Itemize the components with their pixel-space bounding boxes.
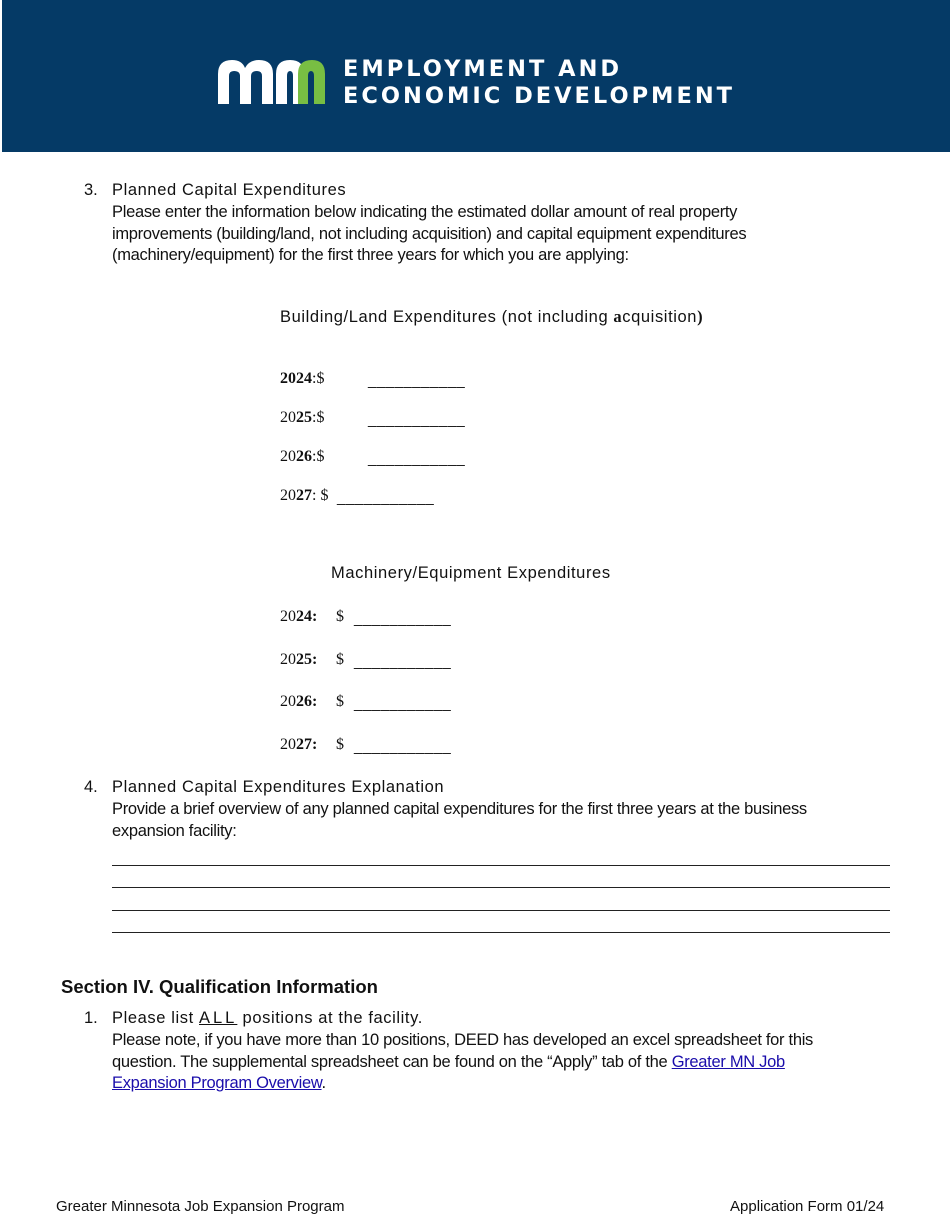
- year-colon: :: [312, 736, 318, 753]
- machinery-row-2027: [280, 736, 317, 754]
- year-colon: :: [312, 608, 318, 625]
- footer-program-name: Greater Minnesota Job Expansion Program: [56, 1198, 345, 1215]
- year-label: 25: [296, 409, 312, 426]
- building-row-2027: [280, 487, 328, 505]
- note-line: [112, 1073, 813, 1095]
- q4-desc-line: Provide a brief overview of any planned capital expenditures for the first three years at the business: [112, 800, 807, 818]
- dollar-sign: $: [336, 608, 344, 625]
- s4-q1-number: 1.: [84, 1009, 98, 1027]
- header-banner: [2, 0, 950, 152]
- year-colon: :: [312, 651, 318, 668]
- all-emphasis: ALL: [199, 1009, 238, 1027]
- q3-desc-line: Please enter the information below indicating the estimated dollar amount of real property: [112, 203, 738, 221]
- building-2027-field[interactable]: ___________: [337, 489, 435, 506]
- building-2024-field[interactable]: ___________: [368, 372, 466, 389]
- dollar-sign: $: [336, 693, 344, 710]
- program-overview-link[interactable]: Expansion Program Overview: [112, 1074, 322, 1092]
- building-row-2024: [280, 370, 324, 388]
- mn-logo-icon: [218, 58, 326, 106]
- agency-name: [343, 56, 735, 110]
- year-label: 25: [296, 651, 312, 668]
- q4-desc-line: expansion facility:: [112, 821, 237, 840]
- year-label: 27: [296, 736, 312, 753]
- building-heading-text: cquisition: [622, 308, 698, 326]
- building-heading-bold-a: a: [613, 307, 623, 326]
- answer-line[interactable]: [112, 866, 890, 889]
- note-text: question. The supplemental spreadsheet can be found on the “Apply” tab of the: [112, 1052, 672, 1071]
- year-label: 20: [280, 487, 296, 504]
- q3-title: Planned Capital Expenditures: [112, 181, 347, 199]
- year-label: 26: [296, 693, 312, 710]
- machinery-expenditures-heading: Machinery/Equipment Expenditures: [331, 564, 611, 582]
- year-label: 2024: [280, 370, 312, 387]
- answer-line[interactable]: [112, 843, 890, 866]
- year-label: 26: [296, 448, 312, 465]
- answer-line[interactable]: [112, 888, 890, 911]
- machinery-2025-field[interactable]: ___________: [354, 653, 452, 670]
- machinery-row-2024: [280, 608, 317, 626]
- dollar-sign: : $: [312, 487, 329, 504]
- machinery-row-2026: [280, 693, 317, 711]
- q3-desc-line: improvements (building/land, not including acquisition) and capital equipment expenditures: [112, 224, 747, 243]
- q4-title: Planned Capital Expenditures Explanation: [112, 778, 445, 796]
- q4-answer-area[interactable]: [112, 843, 890, 933]
- building-row-2026: [280, 448, 324, 466]
- q3-number: 3.: [84, 181, 98, 199]
- building-heading-text: Building/Land Expenditures (not including: [280, 308, 614, 326]
- building-2025-field[interactable]: ___________: [368, 411, 466, 428]
- dollar-sign: :$: [312, 448, 325, 465]
- year-label: 20: [280, 608, 296, 625]
- year-label: 20: [280, 409, 296, 426]
- answer-line[interactable]: [112, 911, 890, 934]
- machinery-2024-field[interactable]: ___________: [354, 610, 452, 627]
- year-label: 27: [296, 487, 312, 504]
- dollar-sign: :$: [312, 370, 325, 387]
- dollar-sign: :$: [312, 409, 325, 426]
- dollar-sign: $: [336, 736, 344, 753]
- machinery-row-2025: [280, 651, 317, 669]
- building-heading-paren: ): [697, 307, 704, 326]
- year-colon: :: [312, 693, 318, 710]
- q4-number: 4.: [84, 778, 98, 796]
- footer-form-version: Application Form 01/24: [730, 1198, 885, 1215]
- note-line: [112, 1052, 813, 1074]
- dollar-sign: $: [336, 651, 344, 668]
- program-overview-link[interactable]: Greater MN Job: [671, 1052, 785, 1071]
- note-line: Please note, if you have more than 10 positions, DEED has developed an excel spreadsheet for this: [112, 1031, 814, 1049]
- s4-q1-note: [112, 1030, 813, 1095]
- note-text: .: [321, 1074, 326, 1092]
- s4-q1-suffix: positions at the facility.: [237, 1009, 423, 1027]
- agency-name-line1: EMPLOYMENT AND: [343, 56, 623, 82]
- q3-description: [112, 202, 746, 267]
- building-expenditures-heading: [280, 307, 703, 327]
- s4-q1-title: [112, 1009, 423, 1028]
- building-2026-field[interactable]: ___________: [368, 450, 466, 467]
- s4-q1-prefix: Please list: [112, 1009, 199, 1027]
- year-label: 20: [280, 736, 296, 753]
- year-label: 20: [280, 693, 296, 710]
- machinery-2027-field[interactable]: ___________: [354, 738, 452, 755]
- year-label: 24: [296, 608, 312, 625]
- q4-description: [112, 799, 807, 842]
- agency-name-line2: ECONOMIC DEVELOPMENT: [343, 83, 735, 109]
- building-row-2025: [280, 409, 324, 427]
- year-label: 20: [280, 651, 296, 668]
- machinery-2026-field[interactable]: ___________: [354, 695, 452, 712]
- section-iv-title: Section IV. Qualification Information: [61, 976, 378, 997]
- q3-desc-line: (machinery/equipment) for the first three years for which you are applying:: [112, 246, 629, 264]
- year-label: 20: [280, 448, 296, 465]
